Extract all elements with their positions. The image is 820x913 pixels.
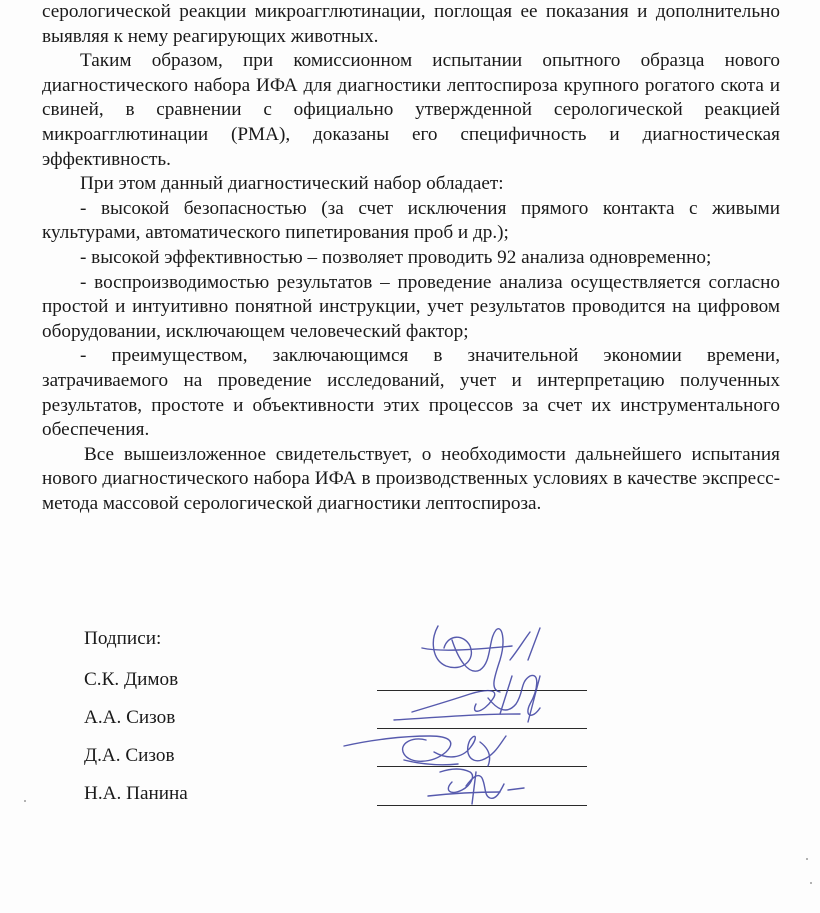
list-item-safety: - высокой безопасностью (за счет исключения прямого контакта с живыми культурами, автоматического пипетирования проб и др.); — [42, 197, 780, 244]
paragraph-continuation: серологической реакции микроагглютинации, поглощая ее показания и дополнительно выявляя к нему реагирующих животных. — [42, 1, 780, 47]
signatures-heading: Подписи: — [84, 628, 162, 649]
signer-name: А.А. Сизов — [84, 707, 176, 728]
list-item-efficiency: - высокой эффективностью – позволяет проводить 92 анализа одновременно; — [80, 246, 712, 268]
signature-line — [377, 690, 587, 691]
scan-speck — [810, 882, 812, 884]
paragraph-advantages-intro: При этом данный диагностический набор обладает: — [80, 173, 504, 195]
signer-name: С.К. Димов — [84, 669, 179, 690]
list-item-reproducibility: - воспроизводимостью результатов – проведение анализа осуществляется согласно простой и интуитивно понятной инструкции, учет результатов проводится на цифровом оборудовании, исключающем человеческий фактор; — [42, 271, 780, 342]
signer-name: Н.А. Панина — [84, 783, 188, 804]
signer-name: Д.А. Сизов — [84, 745, 175, 766]
scan-speck — [24, 800, 26, 802]
paragraph-conclusion: Таким образом, при комиссионном испытании опытного образца нового диагностического набора ИФА для диагностики лептоспироза крупного рогатого скота и свиней, в сравнении с официально утвержденной серологической реакцией микроагглютинации (РМА), доказаны его специфичность и диагностическая эффективность. — [42, 50, 780, 170]
scan-speck — [806, 858, 808, 860]
paragraph-final: Все вышеизложенное свидетельствует, о необходимости дальнейшего испытания нового диагностического набора ИФА в производственных условиях в качестве экспресс-метода массовой серологической диагностики лептоспироза. — [42, 443, 780, 514]
list-item-time-savings: - преимуществом, заключающимся в значительной экономии времени, затрачиваемого на проведение исследований, учет и интерпретацию полученных результатов, простоте и объективности этих процессов за счет их инструментального обеспечения. — [42, 345, 780, 441]
signature-line — [377, 728, 587, 729]
signature-line — [377, 766, 587, 767]
signature-line — [377, 805, 587, 806]
